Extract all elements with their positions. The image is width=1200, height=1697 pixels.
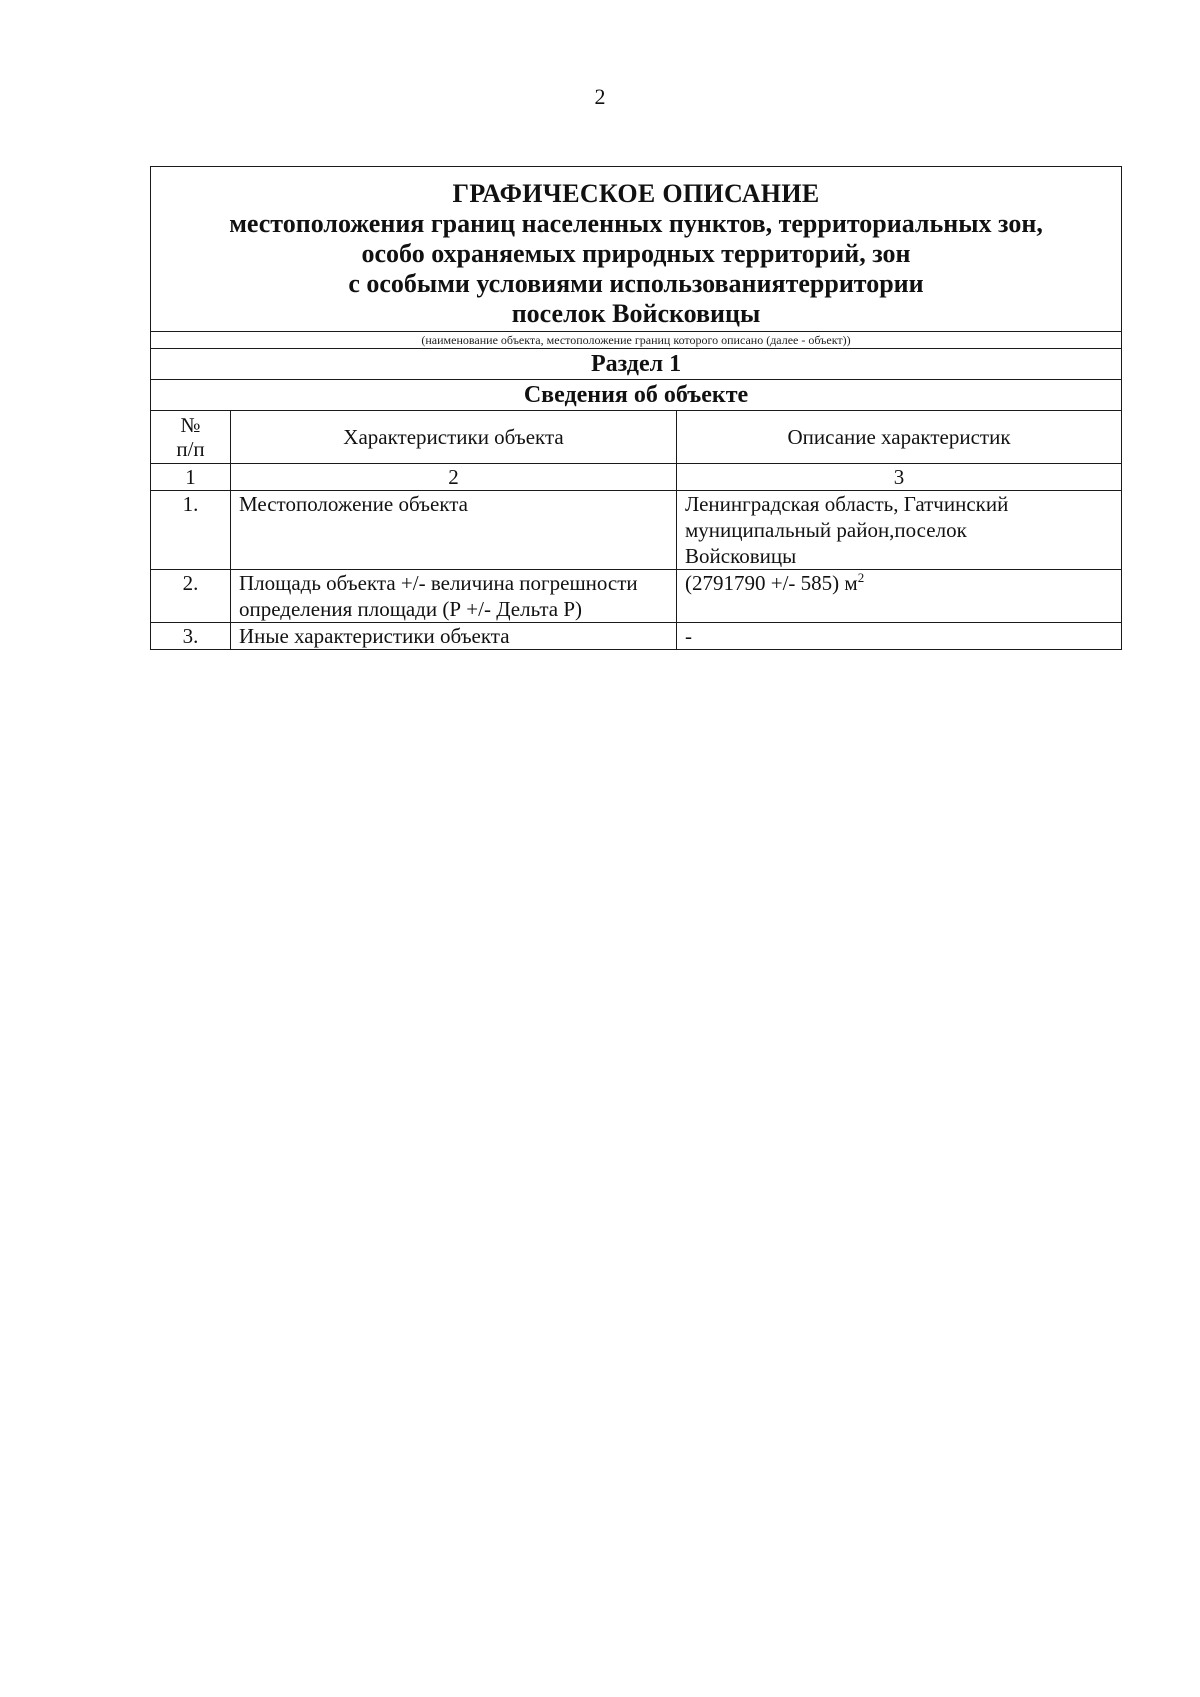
column-header-characteristics: Характеристики объекта (231, 411, 677, 464)
column-header-row (151, 411, 1122, 464)
row-value: - (677, 623, 1122, 650)
header-row (151, 167, 1122, 332)
table-row (151, 570, 1122, 623)
column-header-number-line-1: № (180, 413, 201, 437)
row-characteristic-line-2: определения площади (Р +/- Дельта Р) (239, 597, 583, 621)
object-name-caption: (наименование объекта, местоположение границ которого описано (далее - объект)) (151, 332, 1122, 349)
row-value (677, 491, 1122, 570)
section-label: Раздел 1 (151, 349, 1122, 380)
column-header-number (151, 411, 231, 464)
row-characteristic: Иные характеристики объекта (231, 623, 677, 650)
column-number-1: 1 (151, 464, 231, 491)
document-subtitle-line-3: с особыми условиями использованиятерритории (348, 269, 924, 298)
object-name: поселок Войсковицы (511, 299, 761, 328)
row-value-line-3: Войсковицы (685, 544, 797, 568)
row-number: 3. (151, 623, 231, 650)
document-header (151, 167, 1122, 332)
section-title: Сведения об объекте (151, 380, 1122, 411)
row-value-line-1: Ленинградская область, Гатчинский (685, 492, 1009, 516)
column-number-2: 2 (231, 464, 677, 491)
document-subtitle-line-1: местоположения границ населенных пунктов, территориальных зон, (229, 209, 1043, 238)
page-number: 2 (594, 84, 606, 109)
document-subtitle-line-2: особо охраняемых природных территорий, зон (361, 239, 911, 268)
row-value-line-2: муниципальный район,поселок (685, 518, 967, 542)
area-unit-exponent: 2 (857, 570, 865, 585)
row-number: 2. (151, 570, 231, 623)
table-row (151, 491, 1122, 570)
table-row (151, 623, 1122, 650)
row-value (677, 570, 1122, 623)
row-characteristic: Местоположение объекта (231, 491, 677, 570)
object-info-table (150, 166, 1122, 650)
caption-row (151, 332, 1122, 349)
row-number: 1. (151, 491, 231, 570)
document-title: ГРАФИЧЕСКОЕ ОПИСАНИЕ (452, 179, 820, 208)
area-value: (2791790 +/- 585) м (685, 571, 858, 595)
column-header-description: Описание характеристик (677, 411, 1122, 464)
section-title-row (151, 380, 1122, 411)
section-row (151, 349, 1122, 380)
column-header-number-line-2: п/п (176, 437, 205, 461)
column-number-3: 3 (677, 464, 1122, 491)
row-characteristic-line-1: Площадь объекта +/- величина погрешности (239, 571, 638, 595)
row-characteristic (231, 570, 677, 623)
column-number-row (151, 464, 1122, 491)
